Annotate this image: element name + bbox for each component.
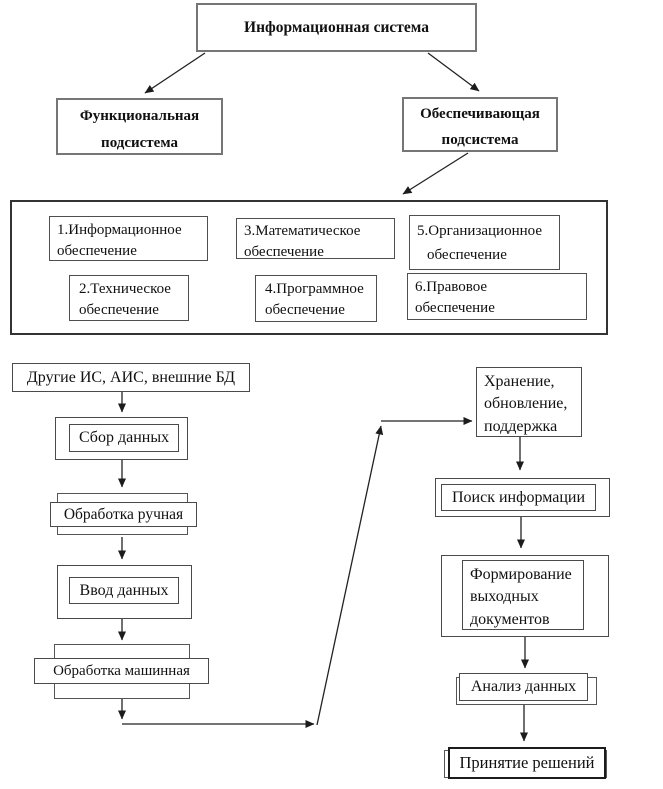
external-sources-label: Другие ИС, АИС, внешние БД	[26, 368, 236, 386]
support-2-line2: обеспечение	[79, 302, 159, 318]
data-collection-label: Сбор данных	[78, 429, 170, 446]
node-information-system-label: Информационная система	[244, 18, 429, 36]
node-support-2	[69, 275, 189, 321]
providing-subsystem-line2: подсистема	[441, 132, 519, 148]
support-1-line1: 1.Информационное	[57, 222, 182, 238]
node-support-1	[49, 216, 208, 261]
output-documents-line2: выходных	[470, 588, 539, 606]
node-support-5	[409, 215, 560, 270]
output-documents-line3: документов	[470, 610, 550, 628]
node-info-search-inner	[441, 484, 596, 511]
providing-subsystem-line1: Обеспечивающая	[420, 106, 540, 122]
support-2-line1: 2.Техническое	[79, 281, 171, 297]
support-5-line2: обеспечение	[427, 247, 507, 263]
data-input-label: Ввод данных	[79, 581, 169, 599]
data-analysis-label: Анализ данных	[470, 678, 577, 695]
functional-subsystem-line1: Функциональная	[79, 108, 200, 124]
support-6-line1: 6.Правовое	[415, 279, 488, 295]
support-1-line2: обеспечение	[57, 242, 137, 259]
node-data-collection-inner	[69, 424, 179, 452]
output-documents-line1: Формирование	[470, 566, 572, 583]
functional-subsystem-line2: подсистема	[101, 135, 178, 151]
support-4-line2: обеспечение	[265, 302, 345, 318]
node-output-documents-inner	[462, 560, 584, 630]
support-3-line2: обеспечение	[244, 243, 324, 260]
storage-line1: Хранение,	[484, 373, 555, 390]
node-decision-making	[448, 747, 606, 779]
machine-processing-label: Обработка машинная	[53, 662, 190, 679]
decision-making-label: Принятие решений	[459, 753, 595, 772]
node-functional-subsystem	[56, 98, 223, 155]
node-machine-processing	[34, 658, 209, 684]
node-storage	[476, 367, 582, 437]
node-external-sources	[12, 363, 250, 392]
node-manual-processing	[50, 502, 197, 527]
support-6-line2: обеспечение	[415, 300, 495, 316]
node-data-input-inner	[69, 577, 179, 604]
node-providing-subsystem	[402, 97, 558, 152]
info-search-label: Поиск информации	[451, 488, 586, 506]
manual-processing-label: Обработка ручная	[63, 505, 184, 523]
node-data-analysis	[459, 673, 588, 701]
node-support-3	[236, 218, 395, 259]
storage-line3: поддержка	[484, 417, 558, 435]
support-3-line1: 3.Математическое	[244, 223, 361, 239]
node-information-system	[196, 3, 477, 52]
storage-line2: обновление,	[484, 395, 568, 413]
support-5-line1: 5.Организационное	[417, 223, 542, 239]
support-4-line1: 4.Программное	[265, 281, 364, 297]
node-support-4	[255, 275, 377, 322]
node-support-6	[407, 273, 587, 320]
